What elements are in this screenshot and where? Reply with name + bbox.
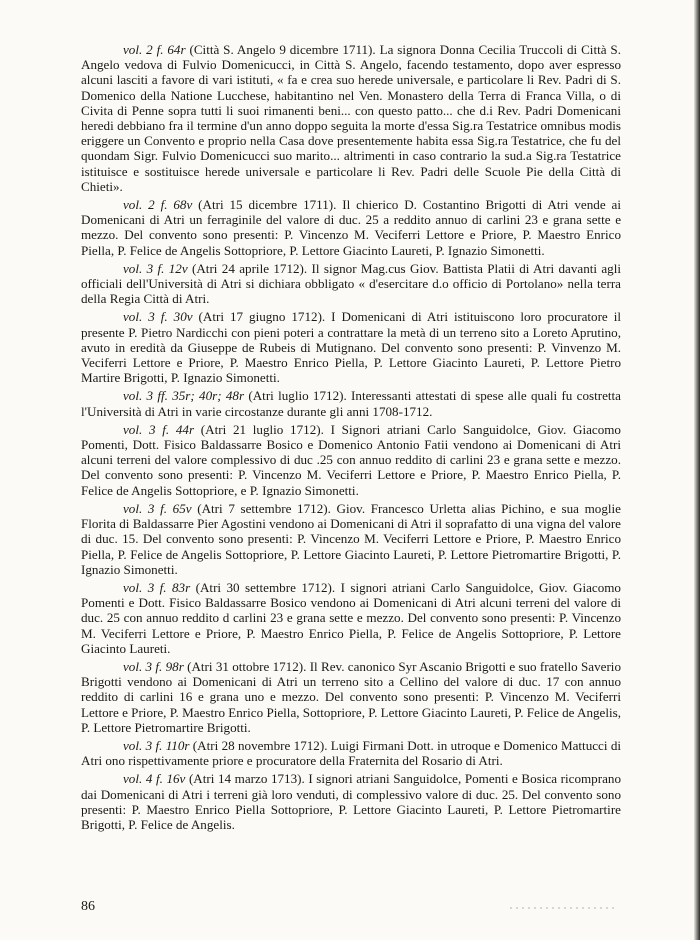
entry-text: (Atri 14 marzo 1713). I signori atriani Sanguidolce, Pomenti e Bosica ricomprano dai Domenicani di Atri i terreni già loro venduti, di complessivo valore di duc. 25. Del convento sono presenti: P. Maestro Enrico Piella Sottopriore, P. Lettore Giacinto Laureti, P. Lettore Pietromartire Brigotti, P. Felice de Angelis. — [81, 771, 621, 832]
page-edge-shadow — [694, 0, 700, 940]
entry-text: (Atri 21 luglio 1712). I Signori atriani Carlo Sanguidolce, Giov. Giacomo Pomenti, Dott. Fisico Baldassarre Bosico e Domenico Antonio Fatii vendono ai Domenicani di Atri alcuni terreni del valore complessivo di duc .25 con annuo reddito di carlini 23 e grana sette e mezzo. Del convento sono presenti: P. Vincenzo M. Veciferri Lettore e Priore, P. Maestro Enrico Piella, P. Felice de Angelis Sottopriore, e P. Ignazio Simonetti. — [81, 421, 621, 498]
entry-text: (Atri 24 aprile 1712). Il signor Mag.cus Giov. Battista Platii di Atri davanti agli officiali dell'Università di Atri si dichiara obbligato « d'esercitare d.o officio di Portolano» nella terra della Regia Città di Atri. — [81, 260, 621, 307]
entry-reference: vol. 3 f. 30v — [123, 309, 193, 325]
page-number: 86 — [81, 899, 95, 914]
entry-reference: vol. 3 f. 83r — [123, 579, 191, 595]
entry-1 — [81, 42, 621, 194]
entry-reference: vol. 2 f. 64r — [123, 42, 186, 57]
entry-text: (Atri 31 ottobre 1712). Il Rev. canonico Syr Ascanio Brigotti e suo fratello Saverio Brigotti vendono ai Domenicani di Atri un terreno sito a Cellino del valore di duc. 17 con annuo reddito di carlini 16 e grana uno e mezzo. Del convento sono presenti: P. Vincenzo M. Veciferri Lettore e Priore, P. Maestro Enrico Piella, Sottopriore, P. Lettore Giacinto Laureti, P. Felice de Angelis, P. Lettore Pietromartire Brigotti. — [81, 658, 621, 735]
entry-10 — [81, 738, 621, 768]
entry-reference: vol. 3 f. 110r — [123, 737, 190, 753]
entry-text: (Atri 7 settembre 1712). Giov. Francesco Urletta alias Pichino, e sua moglie Florita di Baldassarre Pier Agostini vendono ai Domenicani di Atri il soprafatto di una vigna del valore di duc. 15. Del convento sono presenti: P. Vincenzo M. Veciferri Lettore e Priore, P. Maestro Enrico Piella, P. Felice de Angelis Sottopriore, P. Lettore Giacinto Laureti, P. Lettore Pietromartire Brigotti, P. Ignazio Simonetti. — [81, 500, 621, 577]
entry-text: (Atri 30 settembre 1712). I signori atriani Carlo Sanguidolce, Giov. Giacomo Pomenti e Dott. Fisico Baldassarre Bosico vendono ai Domenicani di Atri alcuni terreni del valore di duc. 25 con annuo reddito d carlini 23 e grana sette e mezzo. Del convento sono presenti: P. Vincenzo M. Veciferri Lettore e Priore, P. Maestro Enrico Piella, P. Felice de Angelis Sottopriore, P. Lettore Giacinto Laureti. — [81, 579, 621, 656]
entry-2 — [81, 197, 621, 258]
entry-7 — [81, 501, 621, 577]
entry-text: (Atri 28 novembre 1712). Luigi Firmani Dott. in utroque e Domenico Mattucci di Atri ono rispettivamente priore e procuratore della Fraternita del Rosario di Atri. — [81, 737, 622, 769]
entry-11 — [81, 771, 621, 832]
entry-reference: vol. 4 f. 16v — [123, 771, 186, 787]
entry-reference: vol. 3 f. 98r — [123, 658, 184, 674]
entry-reference: vol. 3 f. 12v — [123, 260, 188, 276]
entry-text: (Città S. Angelo 9 dicembre 1711). La signora Donna Cecilia Truccoli di Città S. Angelo vedova di Fulvio Domenicucci, in Città S. Angelo, facendo testamento, dopo aver espresso alcuni lasciti a favore di vari istituti, « fa e crea suo herede universale, e particolare li Rev. Padri di S. Domenico della Natione Lucchese, habitantino nel Ven. Monastero della Terra di Franca Villa, o di Civita di Penne sopra tutti li suoi rimanenti beni... con questo patto... che d.i Rev. Padri Domenicani heredi debbiano fra il termine d'un anno doppo seguita la morte d'essa Sig.ra Testatrice omnibus modis eriggere un Convento e proprio nella Casa dove presentemente habita essa Sig.ra Testatrice, che fu del quondam Sigr. Fulvio Domenicucci suo marito... altrimenti in caso contrario la sud.a Sig.ra Testatrice istituisce e sostituisce herede universale e particolare li Rev. Padri delle Scuole Pie della Città di Chieti». — [81, 42, 621, 194]
entry-4 — [81, 309, 621, 385]
scan-noise — [508, 906, 618, 910]
entry-8 — [81, 580, 621, 656]
entry-text: (Atri 15 dicembre 1711). Il chierico D. Costantino Brigotti di Atri vende ai Domenicani di Atri un ferraginile del valore di duc. 25 a reddito annuo di carlini 23 e grana sette e mezzo. Del convento sono presenti: P. Vincenzo M. Veciferri Lettore e Priore, P. Maestro Enrico Piella, P. Felice de Angelis Sottopriore, P. Lettore Giacinto Laureti, P. Ignazio Simonetti. — [81, 197, 621, 258]
document-body — [81, 42, 621, 835]
entry-text: (Atri luglio 1712). Interessanti attestati di spese alle quali fu costretta l'Università di Atri in varie circostanze durante gli anni 1708-1712. — [81, 388, 621, 419]
entry-reference: vol. 3 f. 65v — [123, 500, 192, 516]
entry-reference: vol. 3 ff. 35r; 40r; 48r — [123, 388, 245, 404]
entry-reference: vol. 3 f. 44r — [123, 421, 195, 437]
entry-reference: vol. 2 f. 68v — [123, 197, 193, 213]
entry-9 — [81, 659, 621, 735]
entry-6 — [81, 422, 621, 498]
entry-3 — [81, 261, 621, 307]
entry-5 — [81, 388, 621, 418]
entry-text: (Atri 17 giugno 1712). I Domenicani di Atri istituiscono loro procuratore il presente P. Pietro Nardicchi con pieni poteri a contrattare la metà di un terreno sito a Loreto Aprutino, avuto in eredità da Giuseppe de Rubeis di Mutignano. Del convento sono presenti: P. Vinvenzo M. Veciferri Lettore e Priore, P. Maestro Enrico Piella, P. Lettore Giacinto Laureti, P. Lettore Pietro Martire Brigotti, P. Ignazio Simonetti. — [81, 309, 621, 386]
